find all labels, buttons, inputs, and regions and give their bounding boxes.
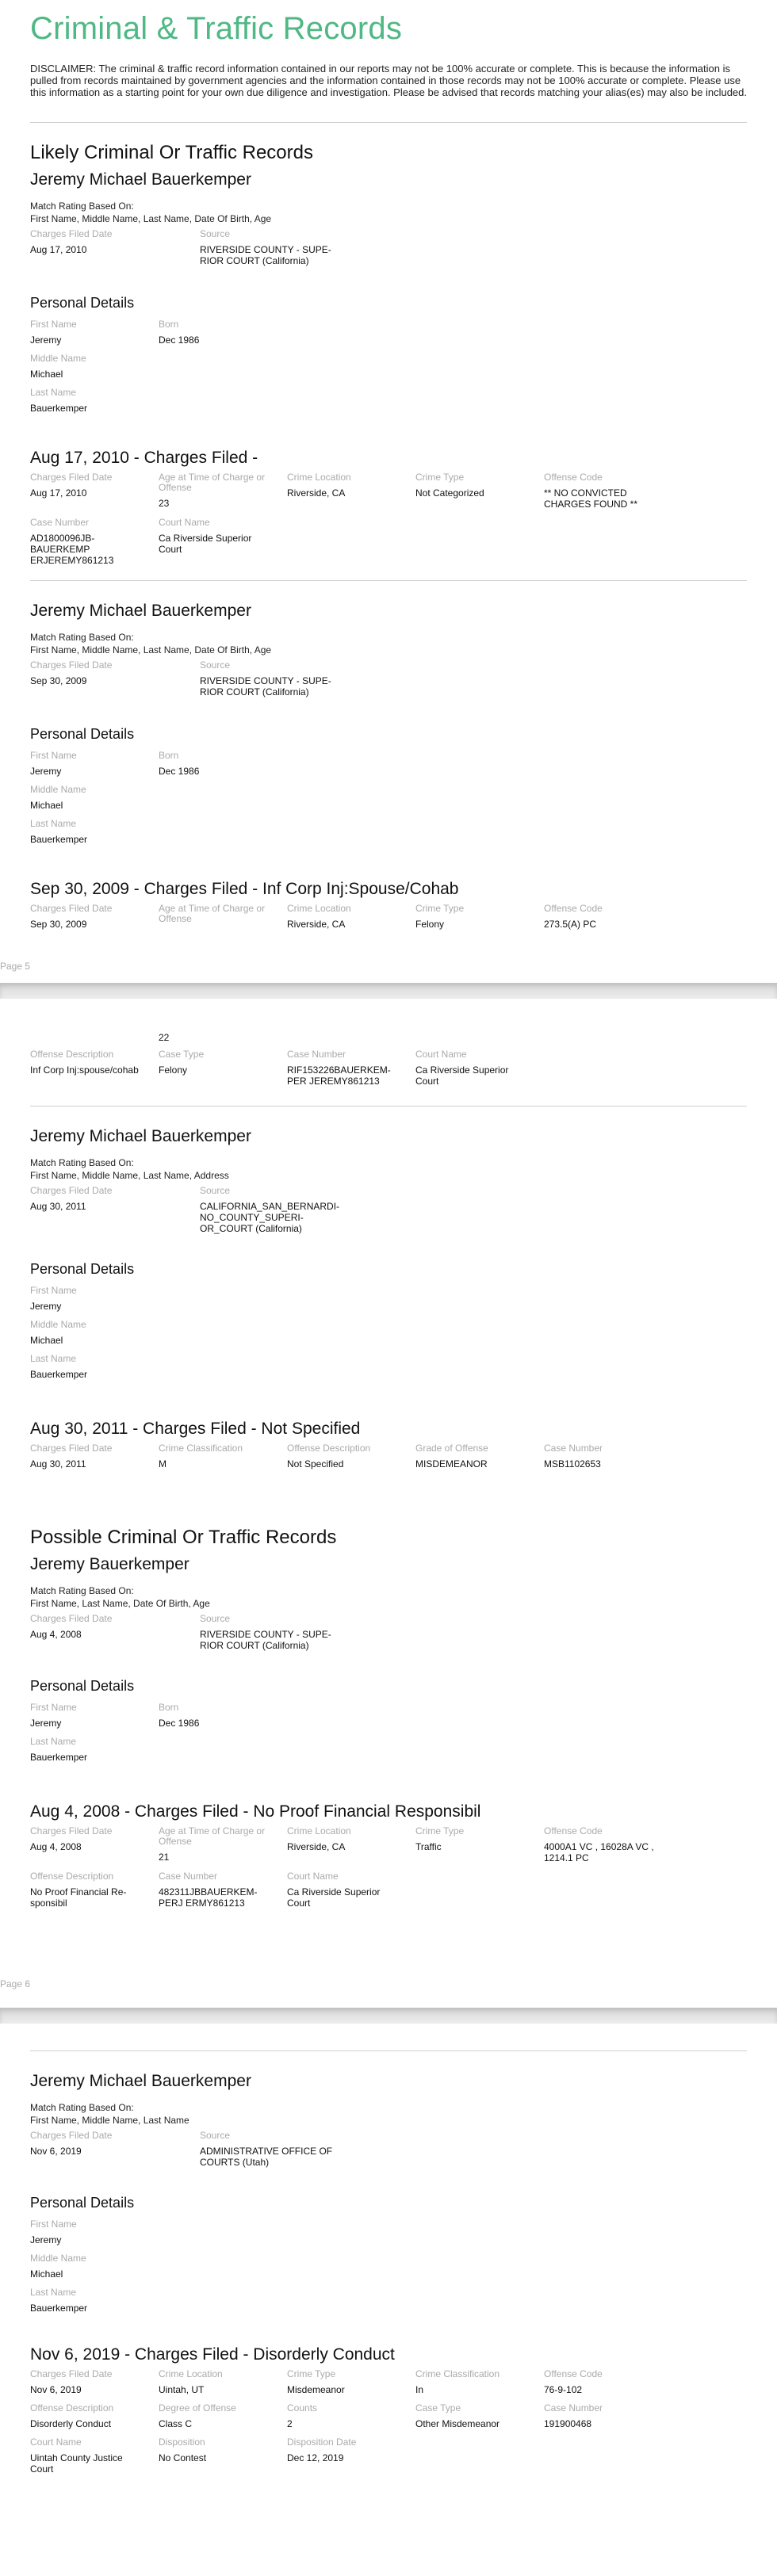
born-value: Dec 1986 <box>159 334 200 346</box>
counts-value: 2 <box>287 2418 293 2429</box>
court-name-label: Court Name <box>30 2436 82 2448</box>
middle-name-value: Michael <box>30 1335 63 1346</box>
filed-date-value: Nov 6, 2019 <box>30 2146 82 2157</box>
match-rating-label: Match Rating Based On: <box>30 1157 134 1168</box>
source-value: RIVERSIDE COUNTY - SUPE-RIOR COURT (California) <box>200 244 331 266</box>
age-value: 22 <box>159 1032 170 1043</box>
filed-date-label: Charges Filed Date <box>30 472 113 483</box>
crime-location-label: Crime Location <box>287 903 351 914</box>
middle-name-value: Michael <box>30 369 63 380</box>
offense-description-value: No Proof Financial Re-sponsibil <box>30 1886 127 1909</box>
case-number-label: Case Number <box>159 1871 218 1882</box>
filed-date-label: Charges Filed Date <box>30 2368 113 2379</box>
offense-description-label: Offense Description <box>30 1871 114 1882</box>
middle-name-value: Michael <box>30 2268 63 2280</box>
last-name-label: Last Name <box>30 818 77 829</box>
first-name-label: First Name <box>30 1285 77 1296</box>
case-number-label: Case Number <box>544 2402 603 2414</box>
charge-title: Aug 4, 2008 - Charges Filed - No Proof Financial Responsibil <box>30 1802 481 1821</box>
match-rating-value: First Name, Middle Name, Last Name <box>30 2115 189 2126</box>
case-number-value: RIF153226BAUERKEM-PER JEREMY861213 <box>287 1064 391 1087</box>
crime-type-value: Traffic <box>415 1841 442 1852</box>
filed-date-label: Charges Filed Date <box>30 1443 113 1454</box>
report-page-6 <box>0 999 777 2008</box>
court-name-label: Court Name <box>415 1049 467 1060</box>
record-name: Jeremy Michael Bauerkemper <box>30 602 251 620</box>
age-label: Age at Time of Charge or Offense <box>159 472 266 493</box>
degree-value: Class C <box>159 2418 193 2429</box>
filed-date-value: Aug 30, 2011 <box>30 1201 86 1212</box>
born-label: Born <box>159 750 179 761</box>
filed-date-value: Aug 30, 2011 <box>30 1458 86 1470</box>
source-label: Source <box>200 1185 231 1196</box>
crime-location-value: Riverside, CA <box>287 487 346 499</box>
crime-location-value: Uintah, UT <box>159 2384 205 2395</box>
filed-date-label: Charges Filed Date <box>30 659 113 671</box>
middle-name-label: Middle Name <box>30 784 86 795</box>
offense-description-label: Offense Description <box>30 1049 114 1060</box>
court-name-value: Ca Riverside Superior Court <box>415 1064 509 1087</box>
last-name-label: Last Name <box>30 1736 77 1747</box>
charge-title: Nov 6, 2019 - Charges Filed - Disorderly Conduct <box>30 2345 395 2364</box>
first-name-value: Jeremy <box>30 1718 62 1729</box>
crime-location-label: Crime Location <box>287 1825 351 1836</box>
age-label: Age at Time of Charge or Offense <box>159 903 266 924</box>
case-number-value: MSB1102653 <box>544 1458 601 1470</box>
record-5 <box>30 2072 747 2482</box>
filed-date-value: Aug 17, 2010 <box>30 244 87 255</box>
record-name: Jeremy Michael Bauerkemper <box>30 1127 251 1145</box>
born-value: Dec 1986 <box>159 1718 200 1729</box>
age-label: Age at Time of Charge or Offense <box>159 1825 266 1847</box>
offense-code-value: ** NO CONVICTED CHARGES FOUND ** <box>544 487 638 510</box>
divider <box>30 122 747 123</box>
offense-description-label: Offense Description <box>30 2402 114 2414</box>
case-type-label: Case Type <box>415 2402 461 2414</box>
personal-details-heading: Personal Details <box>30 2195 135 2211</box>
record-2 <box>30 602 747 938</box>
case-number-value: 191900468 <box>544 2418 592 2429</box>
page-title: Criminal & Traffic Records <box>30 11 403 46</box>
filed-date-label: Charges Filed Date <box>30 903 113 914</box>
middle-name-label: Middle Name <box>30 353 86 364</box>
likely-records-heading: Likely Criminal Or Traffic Records <box>30 142 313 163</box>
offense-code-label: Offense Code <box>544 1825 603 1836</box>
source-label: Source <box>200 1613 231 1624</box>
case-type-value: Felony <box>159 1064 188 1076</box>
page-number: Page 5 <box>0 961 31 972</box>
first-name-value: Jeremy <box>30 1301 62 1312</box>
case-number-value: 482311JBBAUERKEM-PERJ ERMY861213 <box>159 1886 258 1909</box>
filed-date-label: Charges Filed Date <box>30 1825 113 1836</box>
filed-date-value: Aug 4, 2008 <box>30 1629 82 1640</box>
charge-title: Sep 30, 2009 - Charges Filed - Inf Corp Inj:Spouse/Cohab <box>30 880 459 898</box>
age-value: 23 <box>159 498 170 509</box>
match-rating-label: Match Rating Based On: <box>30 201 134 212</box>
personal-details-heading: Personal Details <box>30 1678 135 1694</box>
personal-details-heading: Personal Details <box>30 726 135 742</box>
offense-code-label: Offense Code <box>544 2368 603 2379</box>
age-value: 21 <box>159 1852 170 1863</box>
match-rating-value: First Name, Last Name, Date Of Birth, Age <box>30 1598 210 1609</box>
record-3 <box>30 1127 747 1477</box>
filed-date-value: Aug 17, 2010 <box>30 487 87 499</box>
case-number-label: Case Number <box>544 1443 603 1454</box>
match-rating-value: First Name, Middle Name, Last Name, Date Of Birth, Age <box>30 644 272 655</box>
personal-details-heading: Personal Details <box>30 1261 135 1277</box>
page-gap <box>0 983 777 999</box>
last-name-value: Bauerkemper <box>30 1752 88 1763</box>
filed-date-value: Sep 30, 2009 <box>30 919 87 930</box>
source-value: RIVERSIDE COUNTY - SUPE-RIOR COURT (California) <box>200 1629 331 1651</box>
divider <box>30 2050 747 2051</box>
crime-type-label: Crime Type <box>287 2368 336 2379</box>
crime-type-value: Felony <box>415 919 445 930</box>
case-type-label: Case Type <box>159 1049 205 1060</box>
offense-description-value: Not Specified <box>287 1458 344 1470</box>
crime-location-label: Crime Location <box>287 472 351 483</box>
offense-description-value: Inf Corp Inj:spouse/cohab <box>30 1064 139 1076</box>
offense-description-label: Offense Description <box>287 1443 371 1454</box>
first-name-label: First Name <box>30 2219 77 2230</box>
crime-type-label: Crime Type <box>415 903 465 914</box>
crime-classification-label: Crime Classification <box>159 1443 243 1454</box>
case-number-label: Case Number <box>30 517 90 528</box>
report-page-5 <box>0 0 777 983</box>
crime-classification-value: M <box>159 1458 166 1470</box>
page-number: Page 6 <box>0 1978 31 1989</box>
charge-title: Aug 30, 2011 - Charges Filed - Not Specified <box>30 1420 361 1438</box>
last-name-value: Bauerkemper <box>30 834 88 845</box>
filed-date-value: Aug 4, 2008 <box>30 1841 82 1852</box>
first-name-label: First Name <box>30 319 77 330</box>
court-name-value: Ca Riverside Superior Court <box>287 1886 381 1909</box>
last-name-value: Bauerkemper <box>30 1369 88 1380</box>
case-number-value: AD1800096JB-BAUERKEMP ERJEREMY861213 <box>30 533 114 566</box>
crime-type-value: Misdemeanor <box>287 2384 345 2395</box>
case-number-label: Case Number <box>287 1049 346 1060</box>
court-name-label: Court Name <box>287 1871 339 1882</box>
offense-code-value: 273.5(A) PC <box>544 919 597 930</box>
filed-date-label: Charges Filed Date <box>30 2130 113 2141</box>
last-name-value: Bauerkemper <box>30 2303 88 2314</box>
disclaimer: DISCLAIMER: The criminal & traffic record information contained in our reports may not be 100% accurate or complete. This is because the information is pulled from records maintained by government agencies and the information contained in those records may not be 100% accurate or complete. Please use this information as a starting point for your own due diligence and investigation. Please be advised that records matching your alias(es) may also be included. <box>30 63 748 98</box>
first-name-label: First Name <box>30 750 77 761</box>
crime-location-value: Riverside, CA <box>287 1841 346 1852</box>
first-name-value: Jeremy <box>30 334 62 346</box>
record-name: Jeremy Michael Bauerkemper <box>30 170 251 189</box>
record-name: Jeremy Bauerkemper <box>30 1555 189 1573</box>
filed-date-value: Nov 6, 2019 <box>30 2384 82 2395</box>
filed-date-label: Charges Filed Date <box>30 228 113 239</box>
filed-date-label: Charges Filed Date <box>30 1185 113 1196</box>
born-value: Dec 1986 <box>159 766 200 777</box>
filed-date-value: Sep 30, 2009 <box>30 675 87 686</box>
crime-type-label: Crime Type <box>415 472 465 483</box>
first-name-value: Jeremy <box>30 2234 62 2245</box>
source-label: Source <box>200 659 231 671</box>
crime-type-value: Not Categorized <box>415 487 484 499</box>
offense-description-value: Disorderly Conduct <box>30 2418 112 2429</box>
match-rating-value: First Name, Middle Name, Last Name, Address <box>30 1170 229 1181</box>
source-value: RIVERSIDE COUNTY - SUPE-RIOR COURT (California) <box>200 675 331 698</box>
disposition-value: No Contest <box>159 2452 207 2463</box>
disposition-label: Disposition <box>159 2436 205 2448</box>
middle-name-label: Middle Name <box>30 2253 86 2264</box>
crime-classification-label: Crime Classification <box>415 2368 500 2379</box>
last-name-label: Last Name <box>30 2287 77 2298</box>
crime-type-label: Crime Type <box>415 1825 465 1836</box>
case-type-value: Other Misdemeanor <box>415 2418 500 2429</box>
source-label: Source <box>200 2130 231 2141</box>
personal-details-heading: Personal Details <box>30 295 135 311</box>
grade-value: MISDEMEANOR <box>415 1458 488 1470</box>
middle-name-label: Middle Name <box>30 1319 86 1330</box>
last-name-value: Bauerkemper <box>30 403 88 414</box>
divider <box>30 580 747 581</box>
report-page-7 <box>0 2024 777 2576</box>
record-1 <box>30 142 747 574</box>
crime-classification-value: In <box>415 2384 424 2395</box>
match-rating-value: First Name, Middle Name, Last Name, Date Of Birth, Age <box>30 213 272 224</box>
record-name: Jeremy Michael Bauerkemper <box>30 2072 251 2090</box>
disposition-date-value: Dec 12, 2019 <box>287 2452 344 2463</box>
first-name-label: First Name <box>30 1702 77 1713</box>
disposition-date-label: Disposition Date <box>287 2436 357 2448</box>
source-label: Source <box>200 228 231 239</box>
court-name-value: Uintah County Justice Court <box>30 2452 123 2475</box>
match-rating-label: Match Rating Based On: <box>30 632 134 643</box>
degree-label: Degree of Offense <box>159 2402 236 2414</box>
filed-date-label: Charges Filed Date <box>30 1613 113 1624</box>
offense-code-value: 4000A1 VC , 16028A VC , 1214.1 PC <box>544 1841 654 1863</box>
born-label: Born <box>159 1702 179 1713</box>
court-name-label: Court Name <box>159 517 210 528</box>
match-rating-label: Match Rating Based On: <box>30 2102 134 2113</box>
grade-label: Grade of Offense <box>415 1443 488 1454</box>
page-gap <box>0 2008 777 2024</box>
source-value: CALIFORNIA_SAN_BERNARDI-NO_COUNTY_SUPERI-OR_COURT (California) <box>200 1201 340 1234</box>
middle-name-value: Michael <box>30 800 63 811</box>
last-name-label: Last Name <box>30 1353 77 1364</box>
court-name-value: Ca Riverside Superior Court <box>159 533 252 555</box>
last-name-label: Last Name <box>30 387 77 398</box>
source-value: ADMINISTRATIVE OFFICE OF COURTS (Utah) <box>200 2146 333 2168</box>
match-rating-label: Match Rating Based On: <box>30 1585 134 1596</box>
first-name-value: Jeremy <box>30 766 62 777</box>
offense-code-value: 76-9-102 <box>544 2384 583 2395</box>
crime-location-value: Riverside, CA <box>287 919 346 930</box>
offense-code-label: Offense Code <box>544 903 603 914</box>
possible-records-heading: Possible Criminal Or Traffic Records <box>30 1527 337 1548</box>
record-4 <box>30 1527 747 1917</box>
counts-label: Counts <box>287 2402 318 2414</box>
offense-code-label: Offense Code <box>544 472 603 483</box>
crime-location-label: Crime Location <box>159 2368 223 2379</box>
born-label: Born <box>159 319 179 330</box>
charge-title: Aug 17, 2010 - Charges Filed - <box>30 449 258 467</box>
